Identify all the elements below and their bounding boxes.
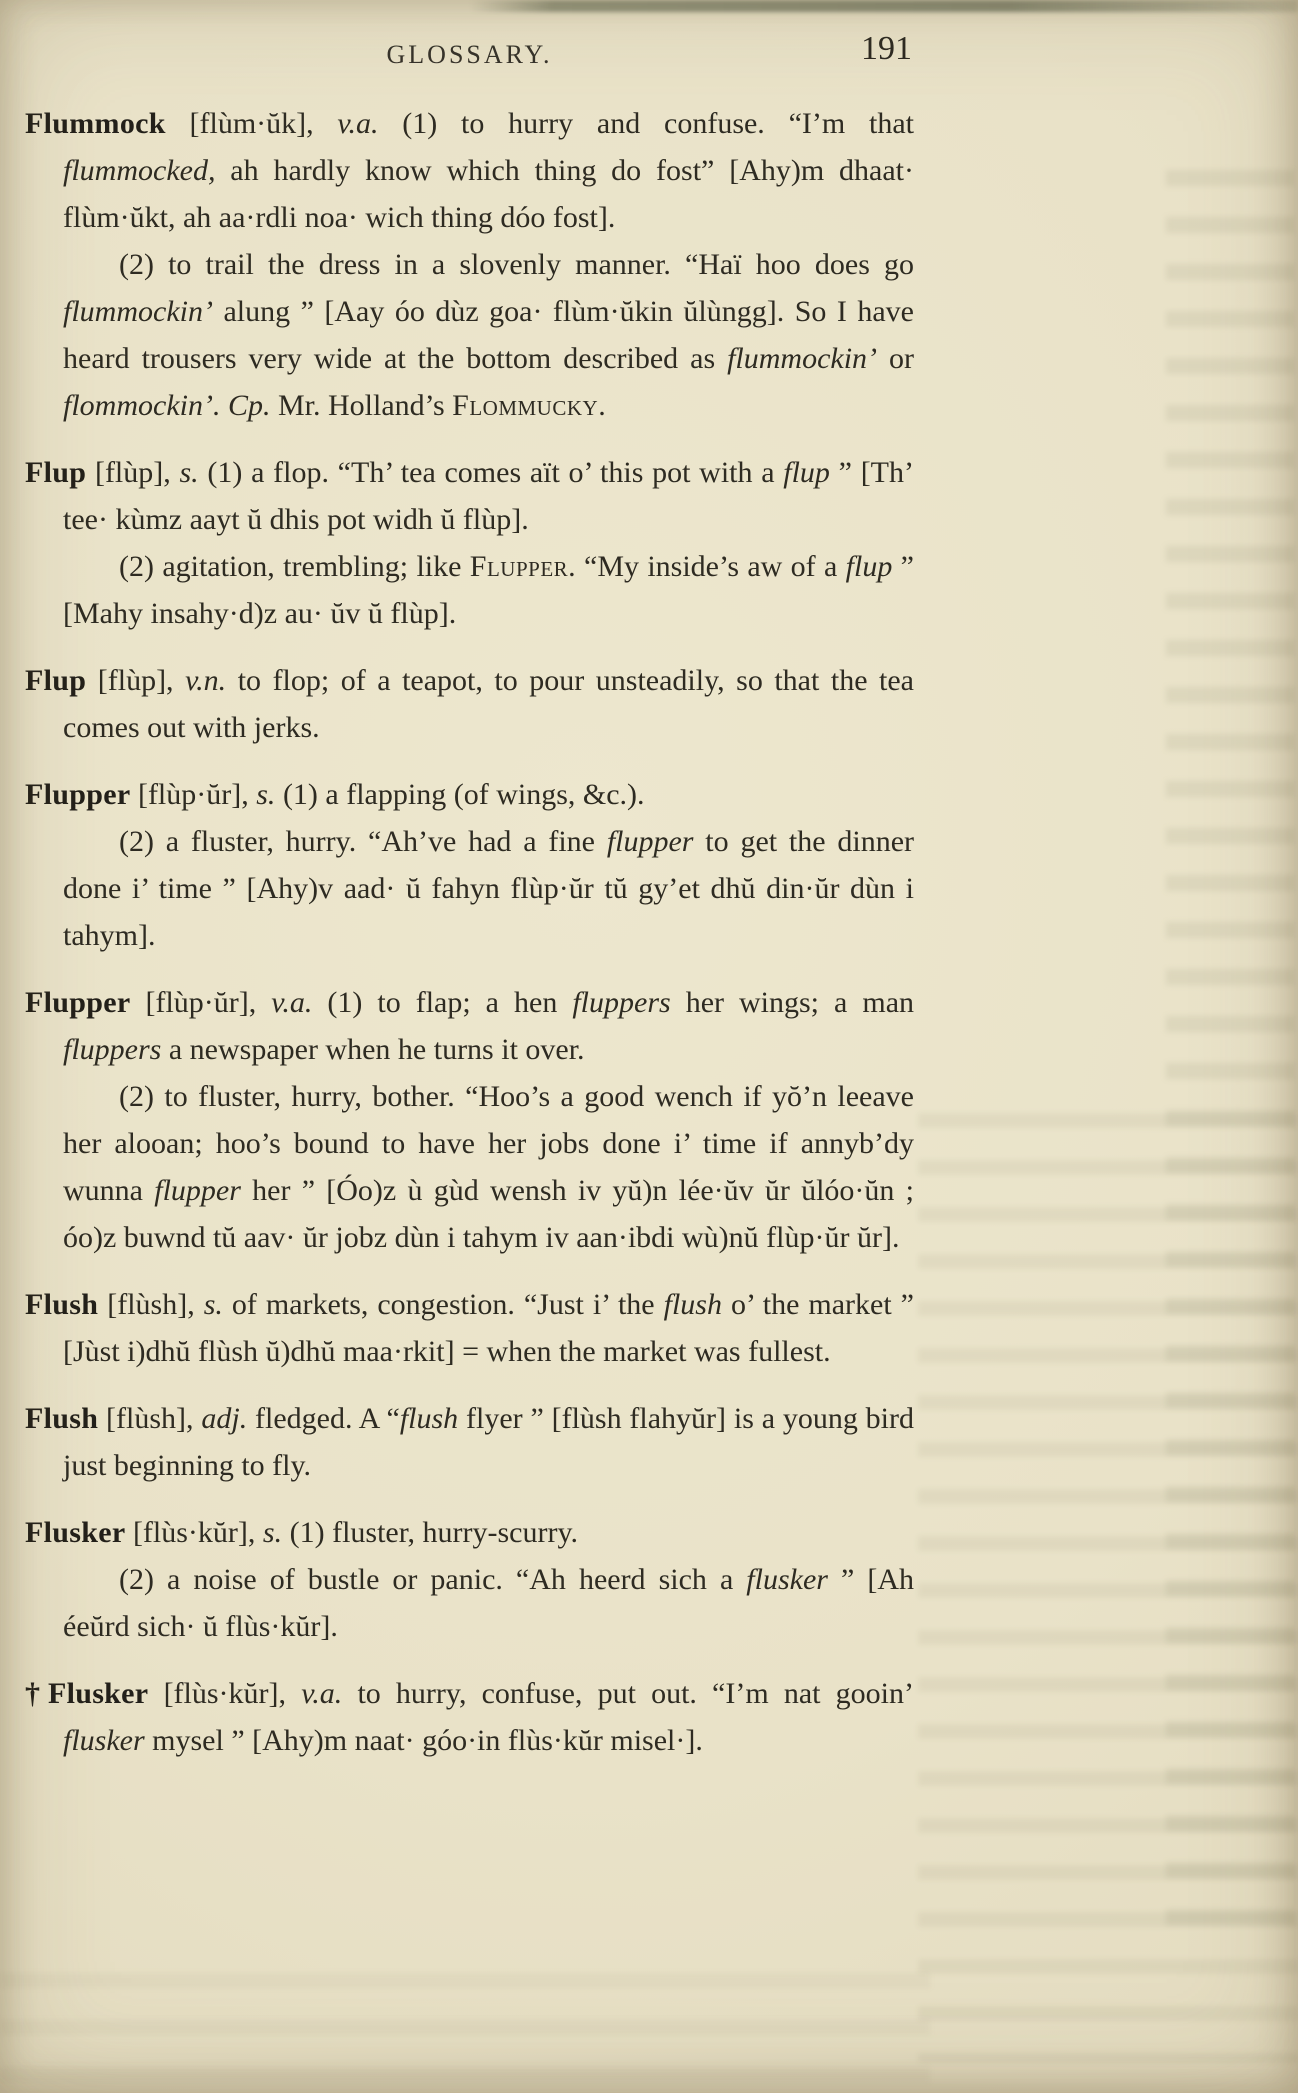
glossary-entry — [25, 1395, 914, 1489]
entry-headword-paragraph — [25, 449, 914, 543]
text-run: fledged. A “ — [247, 1402, 400, 1435]
text-run: flush — [399, 1402, 459, 1435]
headword: Flummock — [25, 107, 166, 140]
text-run: a newspaper when he turns it over. — [161, 1033, 585, 1066]
entry-headword-paragraph — [25, 1395, 914, 1489]
text-run: Flommucky — [452, 389, 599, 422]
text-run: flummockin’ — [727, 342, 878, 375]
text-run: flummockin’ — [63, 295, 213, 328]
glossary-entry — [25, 1509, 914, 1650]
text-run: (1) a flapping (of wings, &c.). — [275, 778, 645, 811]
text-run: Cp. — [227, 389, 271, 422]
text-run: v.a. — [337, 107, 379, 140]
bleedthrough-bottom-right — [918, 1113, 1298, 2063]
text-run: [flùp], — [86, 664, 186, 697]
text-run: flommockin’. — [63, 389, 221, 422]
text-run: flup — [783, 456, 830, 489]
text-run: [flùsh], — [98, 1288, 204, 1321]
text-run: (1) fluster, hurry-scurry. — [282, 1516, 579, 1549]
text-run: s. — [262, 1516, 283, 1549]
entry-headword-paragraph — [25, 1509, 914, 1556]
text-run: Mr. Holland’s — [270, 389, 453, 422]
text-run: . “My inside’s aw of a — [568, 550, 846, 583]
text-run: (2) agitation, trembling; like — [119, 550, 470, 583]
bleedthrough-top-edge — [470, 0, 1298, 12]
text-run: to hurry, confuse, put out. “I’m nat gooin’ — [342, 1677, 914, 1710]
running-title: GLOSSARY. — [386, 40, 553, 69]
entry-sense-paragraph — [25, 543, 914, 637]
text-run: ” [Th’ tee· kùmz aayt ŭ dhis pot widh ŭ flùp]. — [63, 456, 914, 536]
text-run: to get the dinner done i’ time ” [Ahy)v aad· ŭ fahyn flùp·ŭr tŭ gy’et dhŭ din·ŭr dùn i tahym]. — [63, 825, 915, 952]
headword: Flup — [25, 664, 87, 697]
text-run: of markets, congestion. “Just i’ the — [222, 1288, 664, 1321]
glossary-entry — [25, 100, 914, 429]
text-column — [25, 30, 914, 1784]
headword: Flupper — [25, 986, 131, 1019]
entry-headword-paragraph — [25, 657, 914, 751]
glossary-entry — [25, 1281, 914, 1375]
text-run: [flùsh], — [98, 1402, 202, 1435]
entry-headword-paragraph — [25, 979, 914, 1073]
headword: Flush — [25, 1288, 99, 1321]
text-run: flyer ” [flùsh flahyŭr] is a young bird just beginning to fly. — [63, 1402, 914, 1482]
text-run: flummocked, — [63, 154, 216, 187]
text-run: flupper — [154, 1174, 241, 1207]
headword: Flupper — [25, 778, 131, 811]
text-run: [flùp·ŭr], — [130, 778, 257, 811]
text-run: flupper — [606, 825, 694, 858]
entry-sense-paragraph — [25, 818, 914, 959]
entry-headword-paragraph — [25, 1281, 914, 1375]
text-run: flup — [845, 550, 893, 583]
entry-sense-paragraph — [25, 1073, 914, 1261]
text-run: adj. — [201, 1402, 248, 1435]
text-run: ah hardly know which thing do fost” [Ahy)m dhaat· flùm·ŭkt, ah aa·rdli noa· wich thing dóo fost]. — [63, 154, 914, 234]
text-run: (2) to trail the dress in a slovenly manner. “Haï hoo does go — [119, 248, 914, 281]
entry-sense-paragraph — [25, 1556, 914, 1650]
glossary-entry — [25, 449, 914, 637]
text-run: [flùm·ŭk], — [165, 107, 338, 140]
glossary-entry — [25, 771, 914, 959]
entry-headword-paragraph — [25, 1670, 914, 1764]
text-run: (2) to fluster, hurry, bother. “Hoo’s a good wench if yŏ’n leeave her alooan; hoo’s bound to have her jobs done i’ time if annyb’dy wunna — [63, 1080, 914, 1207]
text-run: s. — [179, 456, 199, 489]
text-run: mysel ” [Ahy)m naat· góo·in flùs·kŭr misel·]. — [144, 1724, 703, 1757]
headword: †Flusker — [25, 1677, 149, 1710]
text-run: her wings; a man — [670, 986, 915, 1019]
headword: Flush — [25, 1402, 99, 1435]
text-run: . — [598, 389, 606, 422]
page-number: 191 — [861, 30, 912, 67]
text-run: or — [877, 342, 914, 375]
bleedthrough-bottom-left — [0, 1973, 930, 2093]
text-run: ” [Ah éeŭrd sich· ŭ flùs·kŭr]. — [63, 1563, 914, 1643]
glossary-entry — [25, 657, 914, 751]
glossary-entry — [25, 1670, 914, 1764]
entry-headword-paragraph — [25, 771, 914, 818]
text-run: s. — [256, 778, 276, 811]
text-run: (1) to hurry and confuse. “I’m that — [378, 107, 914, 140]
text-run: ” [Mahy insahy·d)z au· ŭv ŭ flùp]. — [63, 550, 914, 630]
text-run: o’ the market ” [Jùst i)dhŭ flùsh ŭ)dhŭ maa·rkit] = when the market was fullest. — [63, 1288, 914, 1368]
bleedthrough-right-margin — [1166, 170, 1294, 1930]
text-run: v.a. — [271, 986, 313, 1019]
text-run: [flùs·kŭr], — [148, 1677, 302, 1710]
headword: Flup — [25, 456, 87, 489]
text-run: s. — [203, 1288, 223, 1321]
text-run — [220, 389, 228, 422]
text-run: v.a. — [301, 1677, 343, 1710]
text-run: to flop; of a teapot, to pour unsteadily, so that the tea comes out with jerks. — [63, 664, 914, 744]
text-run: flusker — [63, 1724, 145, 1757]
text-run: (1) to flap; a hen — [312, 986, 573, 1019]
text-run: flusker — [746, 1563, 828, 1596]
text-run: fluppers — [63, 1033, 162, 1066]
glossary-entry — [25, 979, 914, 1261]
text-run: (1) a flop. “Th’ tea comes aït o’ this pot with a — [198, 456, 784, 489]
text-run: [flùs·kŭr], — [125, 1516, 263, 1549]
headword: Flusker — [25, 1516, 126, 1549]
entries — [25, 100, 914, 1764]
text-run: (2) a fluster, hurry. “Ah’ve had a fine — [119, 825, 607, 858]
text-run: [flùp·ŭr], — [130, 986, 272, 1019]
text-run: (2) a noise of bustle or panic. “Ah heerd sich a — [119, 1563, 747, 1596]
entry-headword-paragraph — [25, 100, 914, 241]
text-run: alung ” [Aay óo dùz goa· flùm·ŭkin ŭlùngg]. So I have heard trousers very wide at the bottom described as — [63, 295, 914, 375]
text-run: [flùp], — [86, 456, 180, 489]
text-run: fluppers — [572, 986, 671, 1019]
text-run: v.n. — [185, 664, 227, 697]
entry-sense-paragraph — [25, 241, 914, 429]
text-run: flush — [663, 1288, 722, 1321]
text-run: her ” [Óo)z ù gùd wensh iv yŭ)n lée·ŭv ŭr ŭlóo·ŭn ; óo)z buwnd tŭ aav· ŭr jobz dùn i tahym iv aan·ibdi wù)nŭ flùp·ŭr ŭr]. — [63, 1174, 915, 1254]
text-run: Flupper — [469, 550, 569, 583]
page-header — [25, 30, 914, 84]
